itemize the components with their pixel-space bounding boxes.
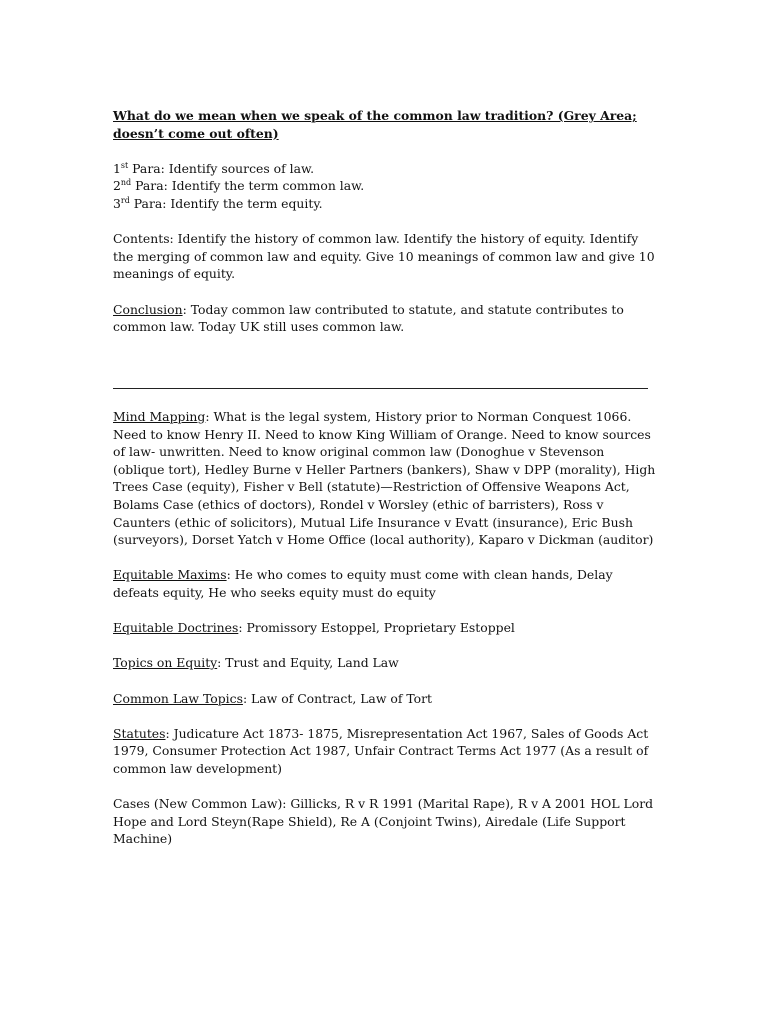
common-law-topics-text: : Law of Contract, Law of Tort — [242, 690, 433, 706]
para-number: 2 — [113, 178, 121, 194]
mind-mapping-paragraph — [113, 408, 658, 549]
ordinal-suffix: st — [120, 160, 129, 170]
topics-on-equity-label: Topics on Equity — [113, 655, 218, 671]
para-text: Para: Identify the term equity. — [129, 195, 323, 211]
para-plan-item — [113, 195, 658, 213]
para-plan-item — [113, 177, 658, 195]
para-number: 1 — [113, 160, 121, 176]
notes-section — [113, 408, 658, 848]
equitable-doctrines-label: Equitable Doctrines — [113, 620, 239, 636]
conclusion-text: : Today common law contributed to statute, and statute contributes to common law. Today UK still uses common law. — [113, 301, 624, 335]
equitable-maxims-label: Equitable Maxims — [113, 567, 227, 583]
statutes-paragraph — [113, 725, 658, 778]
document-body — [113, 107, 658, 336]
equitable-doctrines-paragraph — [113, 619, 658, 637]
statutes-text: : Judicature Act 1873- 1875, Misrepresentation Act 1967, Sales of Goods Act 1979, Consumer Protection Act 1987, Unfair Contract Terms Act 1977 (As a result of common law development) — [113, 725, 649, 776]
conclusion-label: Conclusion — [113, 301, 183, 317]
contents-paragraph: Contents: Identify the history of common law. Identify the history of equity. Identify the merging of common law and equity. Give 10 meanings of common law and give 10 meanings of equity. — [113, 231, 655, 282]
para-number: 3 — [113, 195, 121, 211]
ordinal-suffix: rd — [120, 195, 130, 205]
equitable-maxims-text: : He who comes to equity must come with clean hands, Delay defeats equity, He who seeks equity must do equity — [113, 567, 613, 600]
para-text: Para: Identify the term common law. — [131, 178, 365, 194]
common-law-topics-paragraph — [113, 690, 658, 708]
equitable-maxims-paragraph — [113, 566, 658, 601]
conclusion-paragraph — [113, 301, 658, 336]
topics-on-equity-paragraph — [113, 654, 658, 672]
mind-mapping-label: Mind Mapping — [113, 409, 206, 424]
common-law-topics-label: Common Law Topics — [113, 690, 243, 706]
statutes-label: Statutes — [113, 725, 166, 741]
cases-paragraph: Cases (New Common Law): Gillicks, R v R 1991 (Marital Rape), R v A 2001 HOL Lord Hope and Lord Steyn(Rape Shield), Re A (Conjoint Twins), Airedale (Life Support Machine) — [113, 796, 654, 847]
horizontal-divider — [113, 388, 648, 389]
ordinal-suffix: nd — [120, 178, 132, 188]
topics-on-equity-text: : Trust and Equity, Land Law — [217, 655, 399, 671]
mind-mapping-text: : What is the legal system, History prior to Norman Conquest 1066. Need to know Henry II. Need to know King William of Orange. Need to know sources of law- unwritten. Need to know original common law (Donoghue v Stevenson (oblique tort), Hedley Burne v Heller Partners (bankers), Shaw v DPP (morality), High Trees Case (equity), Fisher v Bell (statute)—Restriction of Offensive Weapons Act, Bolams Case (ethics of doctors), Rondel v Worsley (ethic of barristers), Ross v Caunters (ethic of solicitors), Mutual Life Insurance v Evatt (insurance), Eric Bush (surveyors), Dorset Yatch v Home Office (local authority), Kaparo v Dickman (auditor) — [113, 409, 656, 548]
paragraph-plan — [113, 160, 658, 213]
equitable-doctrines-text: : Promissory Estoppel, Proprietary Estoppel — [238, 620, 515, 636]
para-plan-item — [113, 160, 658, 178]
para-text: Para: Identify sources of law. — [128, 160, 315, 176]
document-title: What do we mean when we speak of the common law tradition? (Grey Area; doesn’t come out often) — [113, 108, 637, 141]
